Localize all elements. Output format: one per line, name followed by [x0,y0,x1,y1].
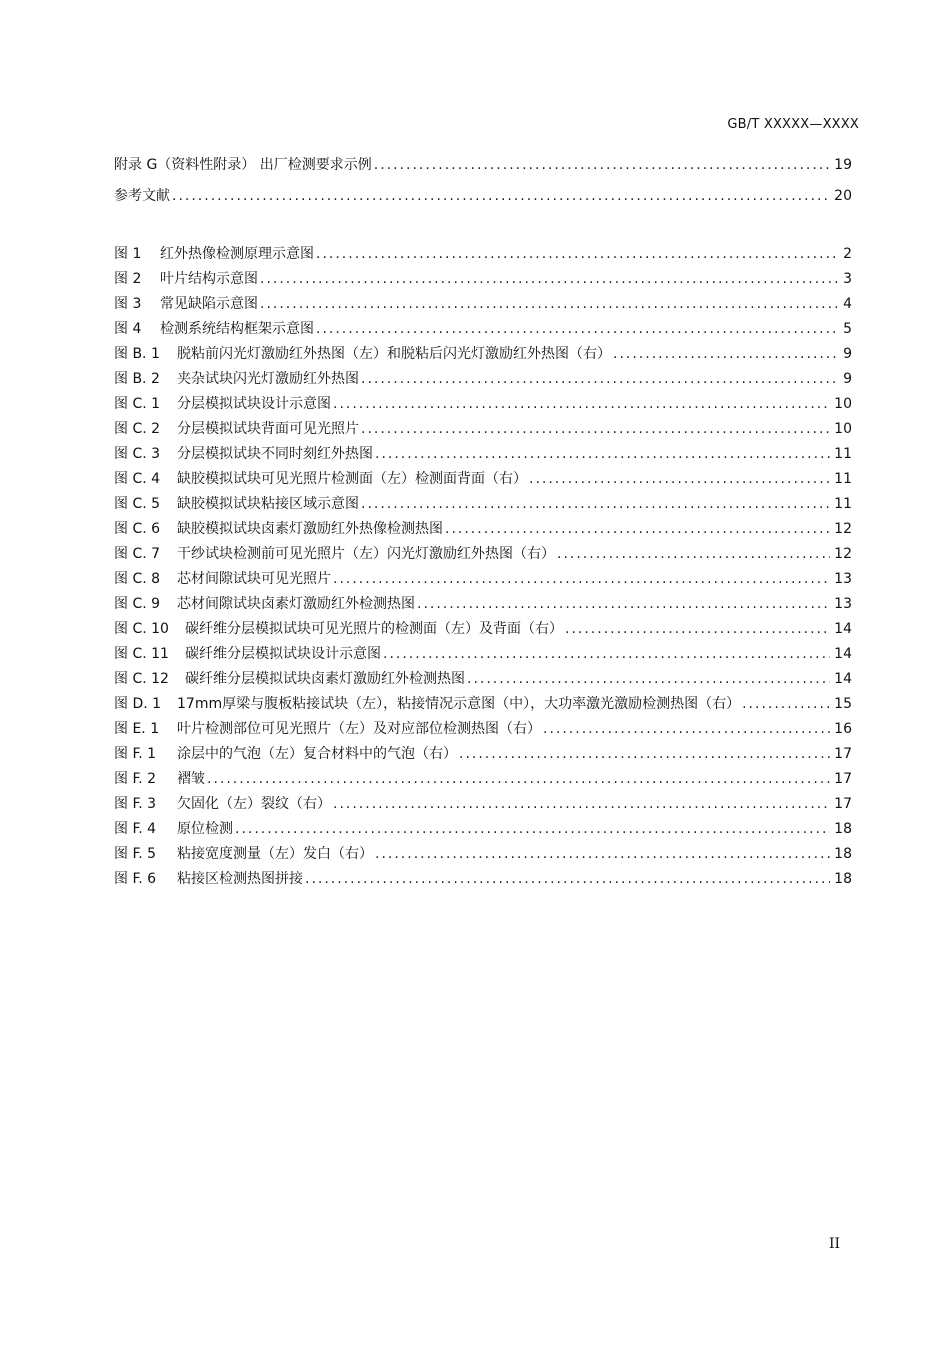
figure-page: 18 [834,846,852,862]
figure-entry[interactable] [114,517,852,542]
figure-number: 图 C. 8 [114,571,161,587]
figure-page: 18 [834,821,852,837]
figure-entry[interactable] [114,442,852,467]
figure-title: 芯材间隙试块卤素灯激励红外检测热图 [177,596,415,612]
figure-title: 褶皱 [177,771,205,787]
figure-title: 粘接宽度测量（左）发白（右） [177,846,373,862]
figure-page: 17 [834,796,852,812]
dot-leader [333,792,830,817]
figure-page: 15 [834,696,852,712]
figure-page: 4 [843,296,852,312]
figure-page: 5 [843,321,852,337]
figure-entry[interactable] [114,817,852,842]
figure-page: 11 [834,446,852,462]
figure-entry[interactable] [114,717,852,742]
figure-number: 图 C. 12 [114,671,169,687]
figure-title: 叶片检测部位可见光照片（左）及对应部位检测热图（右） [177,721,541,737]
toc-entry-label: 附录 G（资料性附录） 出厂检测要求示例 [114,157,372,173]
toc-entry-page: 20 [834,188,852,204]
figure-entry[interactable] [114,792,852,817]
figure-title: 夹杂试块闪光灯激励红外热图 [177,371,359,387]
figure-number: 图 F. 1 [114,746,157,762]
dot-leader [361,367,839,392]
figure-title: 检测系统结构框架示意图 [160,321,314,337]
figure-entry[interactable] [114,642,852,667]
figure-entry[interactable] [114,842,852,867]
dot-leader [375,842,830,867]
dot-leader [260,267,839,292]
dot-leader [361,417,830,442]
figure-number: 图 C. 2 [114,421,161,437]
figure-number: 图 C. 5 [114,496,161,512]
dot-leader [235,817,830,842]
figure-number: 图 2 [114,271,142,287]
figure-entry[interactable] [114,692,852,717]
figure-number: 图 C. 3 [114,446,161,462]
toc-entry[interactable] [114,155,852,186]
dot-leader [316,317,839,342]
figure-page: 14 [834,621,852,637]
figure-title: 碳纤维分层模拟试块卤素灯激励红外检测热图 [185,671,465,687]
dot-leader [333,392,830,417]
figure-entry[interactable] [114,617,852,642]
dot-leader [333,567,830,592]
figure-entry[interactable] [114,742,852,767]
dot-leader [207,767,830,792]
figure-entry[interactable] [114,492,852,517]
figure-title: 分层模拟试块设计示意图 [177,396,331,412]
figure-page: 11 [834,496,852,512]
dot-leader [613,342,839,367]
figure-page: 14 [834,671,852,687]
figure-number: 图 C. 7 [114,546,161,562]
dot-leader [260,292,839,317]
figure-page: 14 [834,646,852,662]
dot-leader [467,667,830,692]
figure-entry[interactable] [114,592,852,617]
toc-sections [114,155,852,217]
dot-leader [374,155,830,175]
figure-number: 图 C. 4 [114,471,161,487]
dot-leader [459,742,830,767]
toc-entry-page: 19 [834,157,852,173]
figure-number: 图 B. 2 [114,371,160,387]
figure-title: 芯材间隙试块可见光照片 [177,571,331,587]
dot-leader [529,467,830,492]
figure-title: 涂层中的气泡（左）复合材料中的气泡（右） [177,746,457,762]
figure-page: 12 [834,521,852,537]
figure-page: 13 [834,596,852,612]
figure-page: 12 [834,546,852,562]
figure-entry[interactable] [114,242,852,267]
figure-entry[interactable] [114,467,852,492]
dot-leader [543,717,830,742]
figure-page: 11 [834,471,852,487]
figure-number: 图 F. 5 [114,846,157,862]
figure-page: 16 [834,721,852,737]
figure-number: 图 C. 11 [114,646,169,662]
figure-title: 缺胶模拟试块可见光照片检测面（左）检测面背面（右） [177,471,527,487]
figure-title: 常见缺陷示意图 [160,296,258,312]
figure-title: 红外热像检测原理示意图 [160,246,314,262]
figure-number: 图 E. 1 [114,721,160,737]
figure-number: 图 B. 1 [114,346,160,362]
dot-leader [361,492,830,517]
figure-page: 3 [843,271,852,287]
figure-number: 图 C. 9 [114,596,161,612]
figure-title: 缺胶模拟试块卤素灯激励红外热像检测热图 [177,521,443,537]
figure-page: 18 [834,871,852,887]
figure-number: 图 F. 4 [114,821,157,837]
figure-number: 图 F. 2 [114,771,157,787]
figure-entry[interactable] [114,317,852,342]
figure-number: 图 C. 10 [114,621,169,637]
figure-title: 粘接区检测热图拼接 [177,871,303,887]
dot-leader [557,542,830,567]
figure-title: 17mm厚梁与腹板粘接试块（左），粘接情况示意图（中），大功率激光激励检测热图（右） [177,696,741,712]
dot-leader [375,442,830,467]
figure-entry[interactable] [114,342,852,367]
figure-entry[interactable] [114,667,852,692]
figure-title: 碳纤维分层模拟试块可见光照片的检测面（左）及背面（右） [185,621,563,637]
figure-title: 分层模拟试块不同时刻红外热图 [177,446,373,462]
page-folio: II [829,1236,841,1252]
figure-page: 10 [834,396,852,412]
figure-number: 图 F. 6 [114,871,157,887]
figure-number: 图 F. 3 [114,796,157,812]
figure-entry[interactable] [114,417,852,442]
figure-entry[interactable] [114,367,852,392]
figure-page: 17 [834,746,852,762]
toc-entry-label: 参考文献 [114,188,170,204]
figure-page: 10 [834,421,852,437]
dot-leader [383,642,830,667]
dot-leader [305,867,830,892]
figure-entry[interactable] [114,567,852,592]
figure-title: 分层模拟试块背面可见光照片 [177,421,359,437]
toc-entry[interactable] [114,186,852,217]
figure-number: 图 D. 1 [114,696,162,712]
dot-leader [742,692,830,717]
figure-number: 图 4 [114,321,142,337]
dot-leader [445,517,830,542]
figure-entry[interactable] [114,767,852,792]
figure-title: 脱粘前闪光灯激励红外热图（左）和脱粘后闪光灯激励红外热图（右） [177,346,611,362]
figure-number: 图 1 [114,246,142,262]
figure-entry[interactable] [114,292,852,317]
figure-number: 图 C. 1 [114,396,161,412]
figure-page: 17 [834,771,852,787]
figure-entry[interactable] [114,267,852,292]
figure-number: 图 C. 6 [114,521,161,537]
figure-page: 2 [843,246,852,262]
figure-number: 图 3 [114,296,142,312]
figure-title: 缺胶模拟试块粘接区域示意图 [177,496,359,512]
figure-title: 干纱试块检测前可见光照片（左）闪光灯激励红外热图（右） [177,546,555,562]
figure-page: 13 [834,571,852,587]
figure-title: 碳纤维分层模拟试块设计示意图 [185,646,381,662]
dot-leader [316,242,839,267]
figure-entry[interactable] [114,867,852,892]
figure-title: 欠固化（左）裂纹（右） [177,796,331,812]
figure-entry[interactable] [114,542,852,567]
figure-page: 9 [843,371,852,387]
figure-title: 叶片结构示意图 [160,271,258,287]
dot-leader [172,186,830,206]
figure-title: 原位检测 [177,821,233,837]
document-number: GB/T XXXXX—XXXX [727,117,859,132]
dot-leader [565,617,830,642]
dot-leader [417,592,830,617]
figure-list [114,242,852,892]
figure-entry[interactable] [114,392,852,417]
figure-page: 9 [843,346,852,362]
